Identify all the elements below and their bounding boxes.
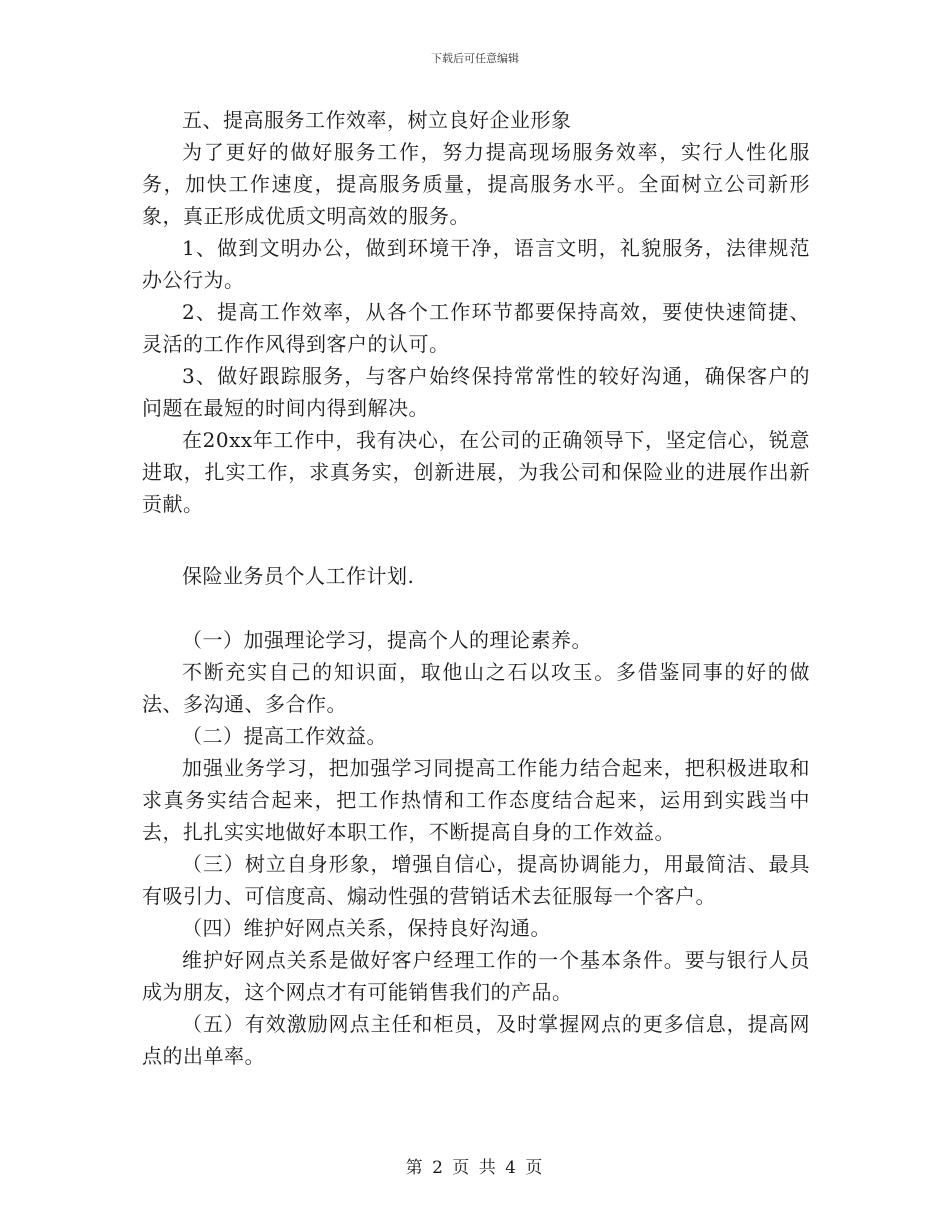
paragraph: 维护好网点关系是做好客户经理工作的一个基本条件。要与银行人员成为朋友，这个网点才有可能销售我们的产品。 — [142, 948, 810, 1004]
paragraph: 在20xx年工作中，我有决心，在公司的正确领导下，坚定信心，锐意进取，扎实工作，求真务实，创新进展，为我公司和保险业的进展作出新贡献。 — [142, 428, 810, 516]
plan-heading: （五）有效激励网点主任和柜员，及时掌握网点的更多信息，提高网点的出单率。 — [142, 1012, 810, 1068]
paragraph: 不断充实自己的知识面，取他山之石以攻玉。多借鉴同事的好的做法、多沟通、多合作。 — [142, 660, 810, 716]
plan-heading: （三）树立自身形象，增强自信心，提高协调能力，用最简洁、最具有吸引力、可信度高、煽动性强的营销话术去征服每一个客户。 — [142, 852, 810, 908]
plan-heading: （一）加强理论学习，提高个人的理论素养。 — [182, 628, 592, 652]
page-header: 下载后可任意编辑 — [431, 52, 519, 65]
section-heading: 五、提高服务工作效率，树立良好企业形象 — [182, 108, 572, 132]
plan-heading: （四）维护好网点关系，保持良好沟通。 — [182, 916, 551, 940]
spacer — [142, 592, 810, 624]
paragraph: 为了更好的做好服务工作，努力提高现场服务效率，实行人性化服务，加快工作速度，提高服务质量，提高服务水平。全面树立公司新形象，真正形成优质文明高效的服务。 — [142, 140, 810, 228]
plan-title: 保险业务员个人工作计划. — [182, 564, 415, 588]
list-item: 1、做到文明办公，做到环境干净，语言文明，礼貌服务，法律规范办公行为。 — [142, 236, 810, 292]
plan-heading: （二）提高工作效益。 — [182, 724, 387, 748]
list-item: 3、做好跟踪服务，与客户始终保持常常性的较好沟通，确保客户的问题在最短的时间内得到解决。 — [142, 364, 810, 420]
paragraph: 加强业务学习，把加强学习同提高工作能力结合起来，把积极进取和求真务实结合起来，把工作热情和工作态度结合起来，运用到实践当中去，扎扎实实地做好本职工作，不断提高自身的工作效益。 — [142, 756, 810, 844]
page-number: 第 2 页 共 4 页 — [405, 1158, 545, 1178]
document-body — [142, 104, 810, 1072]
list-item: 2、提高工作效率，从各个工作环节都要保持高效，要使快速简捷、灵活的工作作风得到客户的认可。 — [142, 300, 810, 356]
spacer — [142, 520, 810, 560]
